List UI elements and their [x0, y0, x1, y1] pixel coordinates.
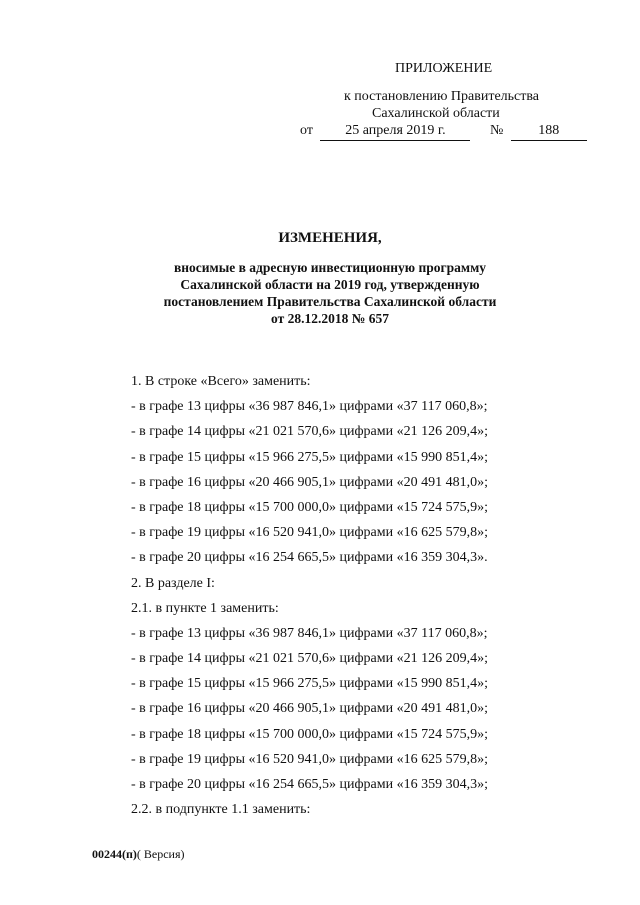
body-line: - в графе 18 цифры «15 700 000,0» цифрами «15 724 575,9»; — [131, 499, 488, 515]
body-line: - в графе 13 цифры «36 987 846,1» цифрами «37 117 060,8»; — [131, 625, 488, 641]
body-line: - в графе 14 цифры «21 021 570,6» цифрами «21 126 209,4»; — [131, 651, 488, 667]
document-title — [120, 228, 540, 327]
appendix-date-line — [300, 122, 587, 141]
title-heading: ИЗМЕНЕНИЯ, — [278, 230, 382, 246]
body-line: - в графе 20 цифры «16 254 665,5» цифрами «16 359 304,3». — [131, 550, 488, 566]
document-code: 00244(п) — [92, 847, 137, 861]
number-label: № — [489, 123, 504, 138]
document-version: ( Версия) — [136, 847, 185, 861]
body-line: - в графе 16 цифры «20 466 905,1» цифрами «20 491 481,0»; — [131, 701, 488, 717]
appendix-heading: ПРИЛОЖЕНИЕ — [395, 61, 493, 76]
from-label: от — [300, 123, 313, 138]
body-line: 2.2. в подпункте 1.1 заменить: — [131, 802, 311, 818]
body-line: - в графе 20 цифры «16 254 665,5» цифрами «16 359 304,3»; — [131, 777, 488, 792]
title-line-3: постановлением Правительства Сахалинской области — [163, 294, 497, 309]
body-line: - в графе 19 цифры «16 520 941,0» цифрами «16 625 579,8»; — [131, 525, 488, 541]
body-line: - в графе 13 цифры «36 987 846,1» цифрами «37 117 060,8»; — [131, 399, 488, 415]
body-line: - в графе 16 цифры «20 466 905,1» цифрами «20 491 481,0»; — [131, 474, 488, 490]
title-line-1: вносимые в адресную инвестиционную программу — [173, 260, 487, 275]
body-line: - в графе 15 цифры «15 966 275,5» цифрами «15 990 851,4»; — [131, 449, 488, 465]
appendix-line-2: Сахалинской области — [372, 106, 500, 121]
decree-number: 188 — [511, 122, 587, 141]
body-line: 2.1. в пункте 1 заменить: — [131, 600, 279, 616]
body-line: - в графе 14 цифры «21 021 570,6» цифрами «21 126 209,4»; — [131, 424, 488, 440]
title-line-4: от 28.12.2018 № 657 — [271, 311, 389, 326]
body-line: - в графе 18 цифры «15 700 000,0» цифрами «15 724 575,9»; — [131, 726, 488, 742]
document-body — [131, 372, 601, 825]
title-line-2: Сахалинской области на 2019 год, утвержденную — [180, 277, 480, 292]
appendix-line-1: к постановлению Правительства — [344, 89, 540, 104]
decree-date: 25 апреля 2019 г. — [320, 122, 470, 141]
body-line: - в графе 15 цифры «15 966 275,5» цифрами «15 990 851,4»; — [131, 676, 488, 692]
body-line: 2. В разделе I: — [131, 575, 215, 591]
document-footer — [92, 847, 185, 862]
body-line: 1. В строке «Всего» заменить: — [131, 374, 311, 389]
body-line: - в графе 19 цифры «16 520 941,0» цифрами «16 625 579,8»; — [131, 751, 488, 767]
